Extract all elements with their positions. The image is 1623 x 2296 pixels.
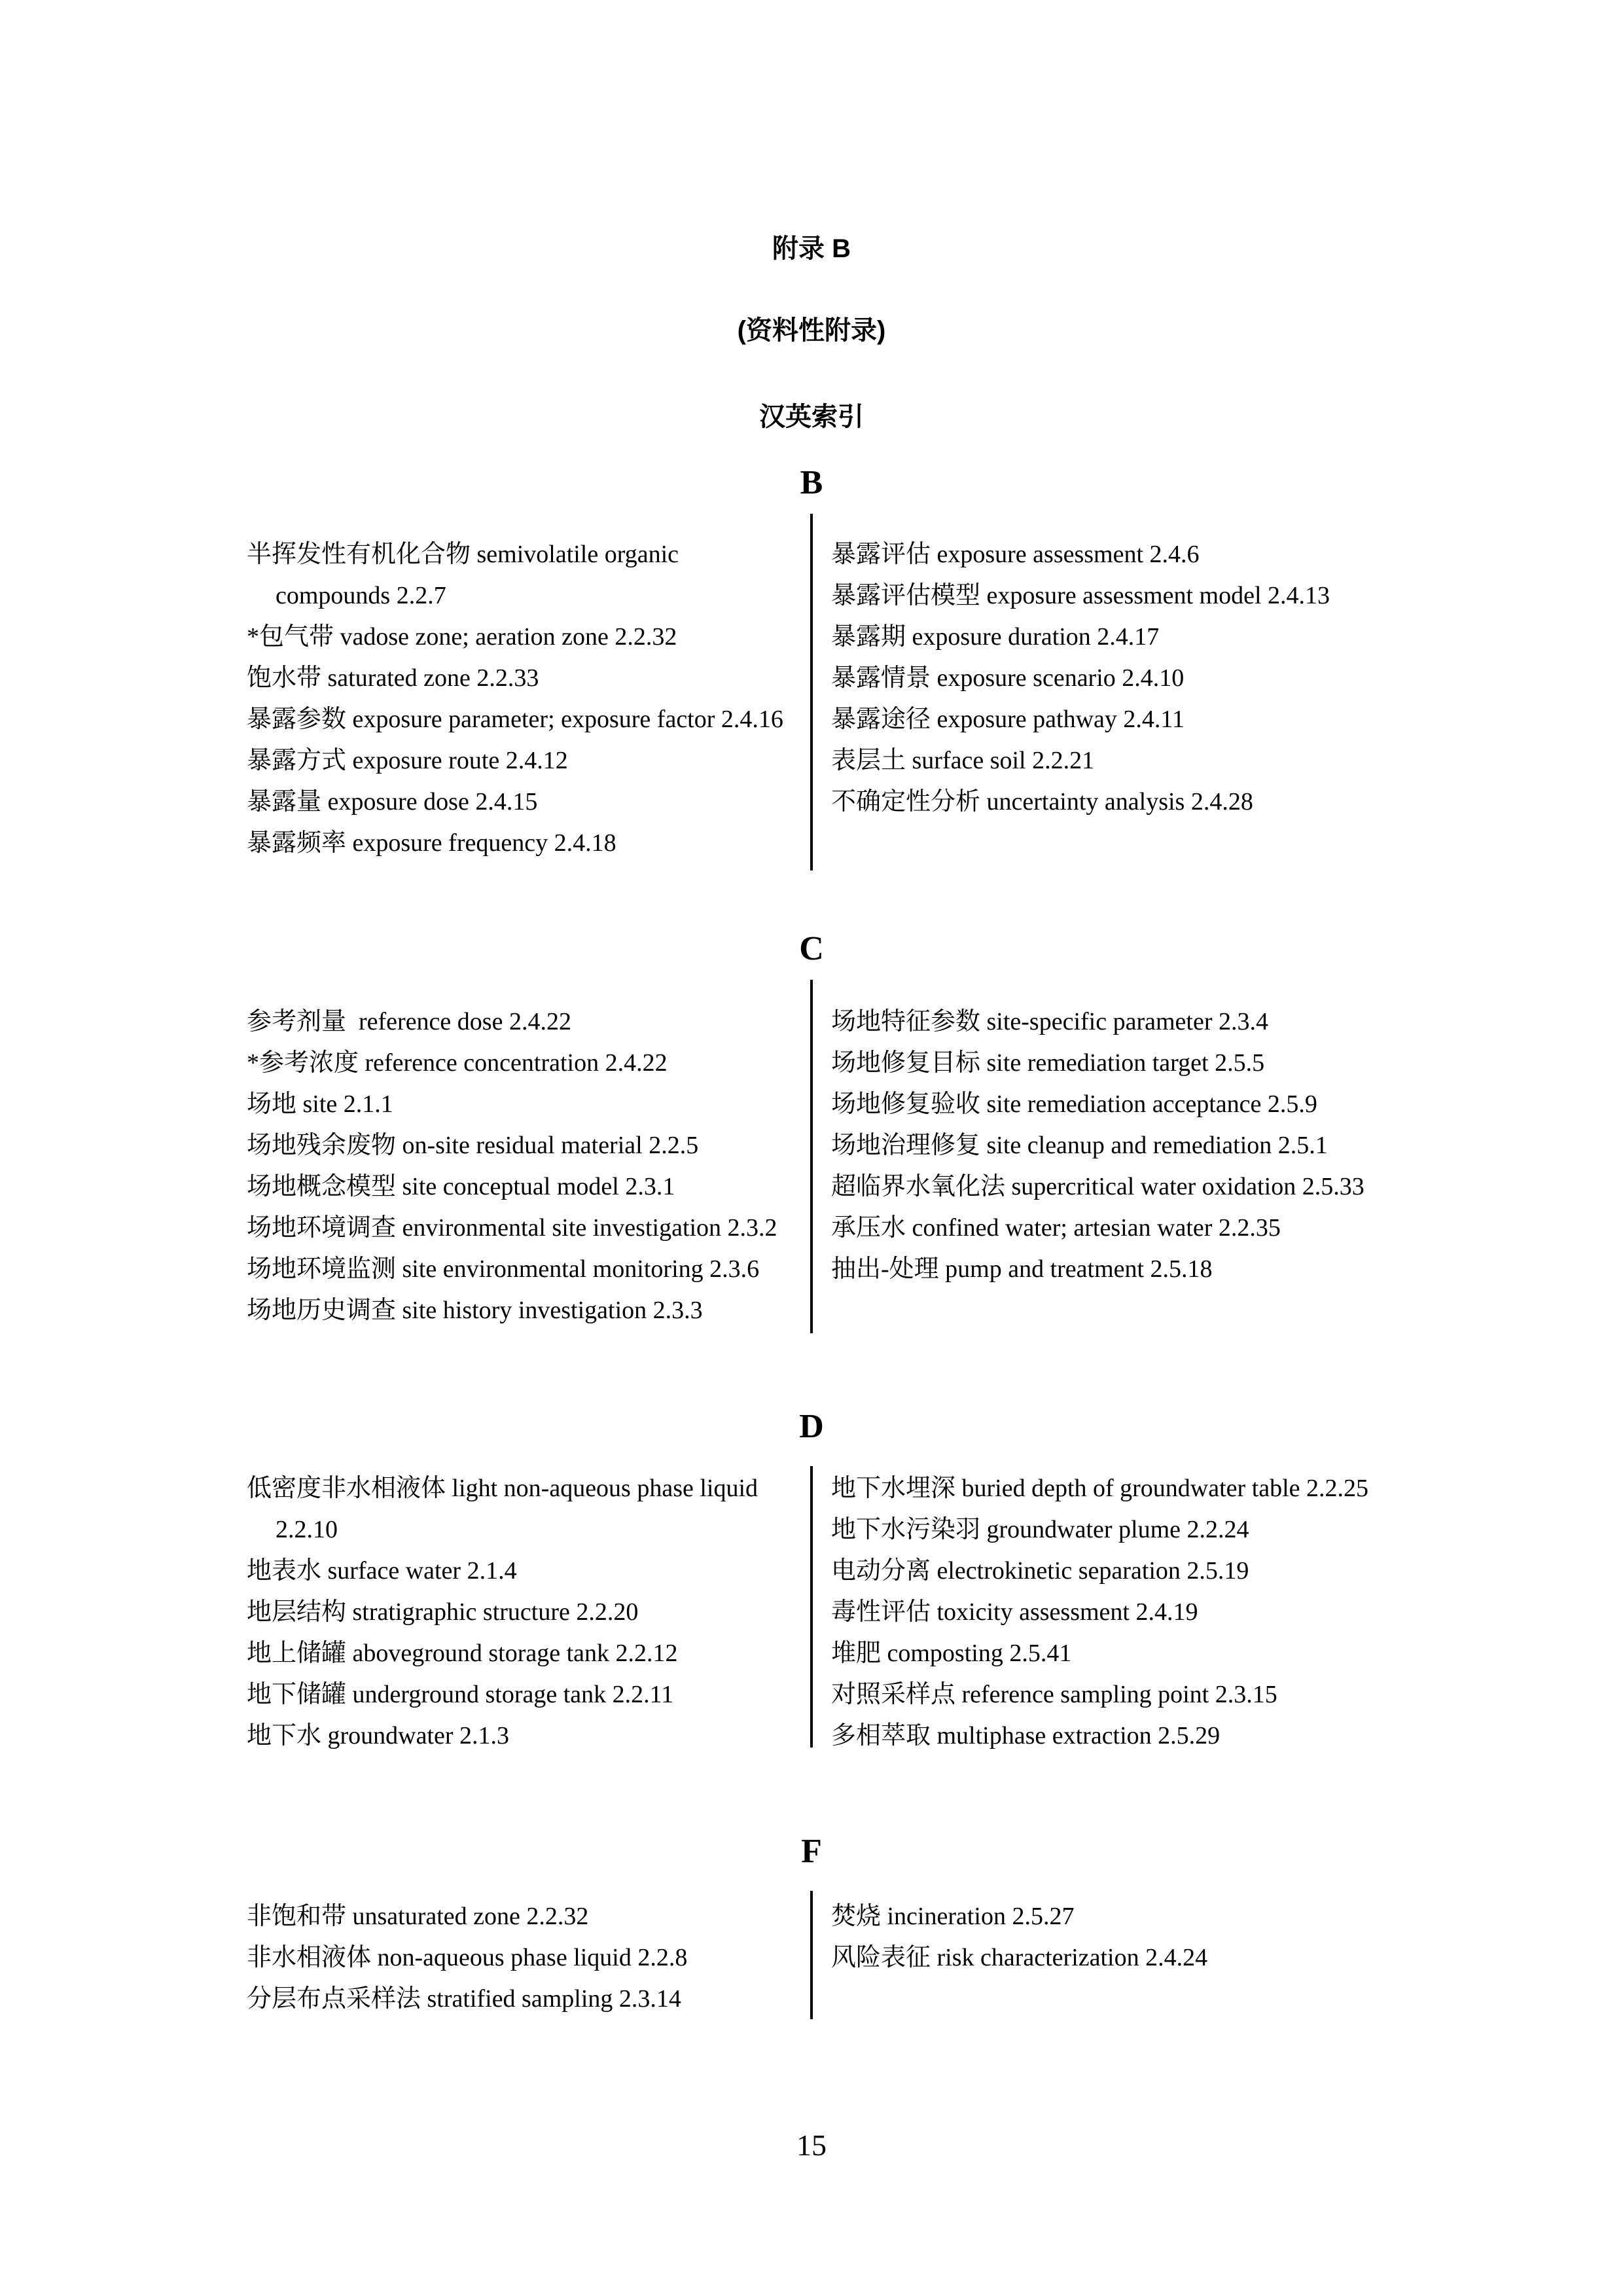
index-entry-line: 暴露评估模型 exposure assessment model 2.4.13	[831, 582, 1330, 609]
column-divider	[810, 980, 813, 1333]
index-column-left	[247, 1001, 810, 1331]
index-entry-line: 非饱和带 unsaturated zone 2.2.32	[247, 1903, 589, 1930]
index-column-left	[247, 534, 810, 864]
index-entry-line: 地下水 groundwater 2.1.3	[247, 1722, 510, 1749]
index-entry-line: 地层结构 stratigraphic structure 2.2.20	[247, 1598, 639, 1626]
index-entry-line: 暴露途径 exposure pathway 2.4.11	[831, 706, 1185, 733]
index-entry-line: 多相萃取 multiphase extraction 2.5.29	[831, 1722, 1221, 1749]
index-entry-line: 分层布点采样法 stratified sampling 2.3.14	[247, 1985, 681, 2013]
index-column-left	[247, 1896, 810, 2020]
index-entry-line: 超临界水氧化法 supercritical water oxidation 2.5.33	[831, 1173, 1364, 1200]
index-entry-line: 暴露评估 exposure assessment 2.4.6	[831, 541, 1200, 568]
index-entry-line: 地下储罐 underground storage tank 2.2.11	[247, 1681, 674, 1708]
index-title: 汉英索引	[759, 403, 864, 431]
index-entry-line: 非水相液体 non-aqueous phase liquid 2.2.8	[247, 1944, 688, 1971]
index-entry-line: 堆肥 composting 2.5.41	[831, 1640, 1072, 1667]
index-column-right	[831, 534, 1577, 823]
index-entry-line: 场地修复验收 site remediation acceptance 2.5.9	[831, 1090, 1317, 1118]
index-entry-line: 场地残余废物 on-site residual material 2.2.5	[247, 1132, 699, 1159]
index-entry-line: 暴露频率 exposure frequency 2.4.18	[247, 829, 616, 857]
index-entry-line: 饱水带 saturated zone 2.2.33	[247, 664, 539, 692]
index-entry-line: 场地治理修复 site cleanup and remediation 2.5.1	[831, 1132, 1328, 1159]
index-entry-line: 表层土 surface soil 2.2.21	[831, 747, 1095, 774]
index-entry-line: 暴露方式 exposure route 2.4.12	[247, 747, 568, 774]
index-entry-line: 场地修复目标 site remediation target 2.5.5	[831, 1049, 1265, 1077]
section-letter-B: B	[800, 464, 823, 501]
index-entry-line: 对照采样点 reference sampling point 2.3.15	[831, 1681, 1277, 1708]
index-entry-line: 场地概念模型 site conceptual model 2.3.1	[247, 1173, 675, 1200]
index-entry-line: 风险表征 risk characterization 2.4.24	[831, 1944, 1208, 1971]
appendix-subtitle: (资料性附录)	[737, 316, 886, 345]
index-entry-line: 低密度非水相液体 light non-aqueous phase liquid	[247, 1475, 758, 1502]
index-column-right	[831, 1468, 1577, 1757]
index-entry-line: compounds 2.2.7	[276, 582, 446, 609]
index-column-right	[831, 1896, 1577, 1979]
index-entry-line: 地下水埋深 buried depth of groundwater table 2.2.25	[831, 1475, 1369, 1502]
index-entry-line: 暴露期 exposure duration 2.4.17	[831, 623, 1160, 651]
section-letter-F: F	[801, 1833, 822, 1870]
index-entry-line: 地下水污染羽 groundwater plume 2.2.24	[831, 1516, 1249, 1543]
index-entry-line: 承压水 confined water; artesian water 2.2.35	[831, 1214, 1281, 1242]
index-entry-line: 暴露参数 exposure parameter; exposure factor 2.4.16	[247, 706, 783, 733]
appendix-title: 附录 B	[772, 234, 851, 263]
index-entry-line: *参考浓度 reference concentration 2.4.22	[247, 1049, 668, 1077]
index-entry-line: 半挥发性有机化合物 semivolatile organic	[247, 541, 679, 568]
index-entry-line: 场地历史调查 site history investigation 2.3.3	[247, 1297, 703, 1324]
section-letter-C: C	[799, 930, 824, 967]
column-divider	[810, 514, 813, 870]
column-divider	[810, 1891, 813, 2019]
index-entry-line: 暴露量 exposure dose 2.4.15	[247, 788, 538, 816]
index-entry-line: 不确定性分析 uncertainty analysis 2.4.28	[831, 788, 1253, 816]
index-column-right	[831, 1001, 1577, 1290]
index-column-left	[247, 1468, 810, 1757]
index-entry-line: 参考剂量 reference dose 2.4.22	[247, 1008, 571, 1035]
column-divider	[810, 1466, 813, 1748]
index-entry-line: 场地环境监测 site environmental monitoring 2.3.6	[247, 1255, 760, 1283]
index-entry-line: 地表水 surface water 2.1.4	[247, 1557, 517, 1585]
section-letter-D: D	[799, 1408, 824, 1445]
index-entry-line: 抽出-处理 pump and treatment 2.5.18	[831, 1255, 1213, 1283]
index-entry-line: 暴露情景 exposure scenario 2.4.10	[831, 664, 1185, 692]
index-entry-line: 电动分离 electrokinetic separation 2.5.19	[831, 1557, 1249, 1585]
index-entry-line: 2.2.10	[276, 1516, 338, 1543]
index-entry-line: 场地特征参数 site-specific parameter 2.3.4	[831, 1008, 1268, 1035]
index-entry-line: 焚烧 incineration 2.5.27	[831, 1903, 1075, 1930]
index-entry-line: *包气带 vadose zone; aeration zone 2.2.32	[247, 623, 677, 651]
index-entry-line: 场地环境调查 environmental site investigation 2.3.2	[247, 1214, 777, 1242]
page-number: 15	[796, 2128, 827, 2162]
index-entry-line: 毒性评估 toxicity assessment 2.4.19	[831, 1598, 1198, 1626]
index-entry-line: 场地 site 2.1.1	[247, 1090, 393, 1118]
index-entry-line: 地上储罐 aboveground storage tank 2.2.12	[247, 1640, 678, 1667]
